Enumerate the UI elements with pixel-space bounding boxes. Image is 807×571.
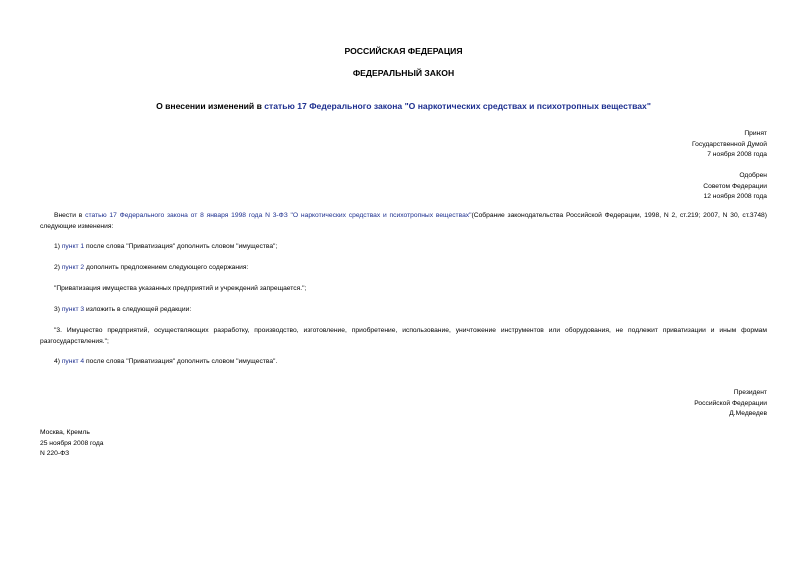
- intro-prefix: Внести в: [54, 212, 86, 219]
- item-number: 4): [54, 358, 62, 365]
- adopted-line: Принят: [744, 130, 767, 137]
- intro-paragraph: [40, 211, 767, 232]
- law-number: N 220-ФЗ: [40, 450, 70, 457]
- signature-title: Российской Федерации: [694, 399, 767, 407]
- law-title-link[interactable]: статью 17 Федерального закона "О наркотических средствах и психотропных веществах": [264, 101, 651, 111]
- approved-line: Советом Федерации: [703, 182, 767, 190]
- item-link[interactable]: пункт 1: [61, 243, 85, 250]
- approved-date: 12 ноября 2008 года: [703, 193, 767, 200]
- intro-link[interactable]: статью 17 Федерального закона от 8 января 1998 года N 3-ФЗ "О наркотических средствах и психотропных веществах": [85, 212, 472, 219]
- signatory-name: Д.Медведев: [729, 410, 767, 417]
- item-text: изложить в следующей редакции:: [84, 306, 192, 313]
- amendment-item-3: [40, 305, 767, 316]
- item-number: 2): [54, 264, 62, 271]
- signing-date: 25 ноября 2008 года: [40, 439, 104, 447]
- item-text: дополнить предложением следующего содержания:: [84, 264, 249, 271]
- amendment-item-1: [40, 242, 767, 253]
- signature-block: [694, 388, 767, 420]
- quoted-text-1: "Приватизация имущества указанных предприятий и учреждений запрещается.";: [54, 285, 307, 292]
- item-text: после слова "Приватизация" дополнить словом "имущества".: [84, 358, 278, 365]
- place: Москва, Кремль: [40, 429, 90, 436]
- item-text: после слова "Приватизация" дополнить словом "имущества";: [84, 243, 278, 250]
- signature-title: Президент: [733, 389, 767, 396]
- approved-line: Одобрен: [739, 172, 767, 179]
- adopted-block: [692, 129, 767, 161]
- country-heading: РОССИЙСКАЯ ФЕДЕРАЦИЯ: [344, 46, 463, 56]
- amendment-item-2: [40, 263, 767, 274]
- adopted-date: 7 ноября 2008 года: [707, 151, 767, 158]
- item-number: 3): [54, 306, 62, 313]
- quoted-text-2: "3. Имущество предприятий, осуществляющих разработку, производство, изготовление, приобретение, использование, уничтожение инструментов или оборудования, не подлежит приватизации и иным формам разгосударствления.";: [40, 327, 767, 345]
- law-title-prefix: О внесении изменений в: [156, 101, 265, 111]
- item-link[interactable]: пункт 2: [61, 264, 85, 271]
- approved-block: [703, 171, 767, 203]
- intro-suffix: (Собрание законодательства Российской Федерации, 1998, N 2, ст.219; 2007, N 30, ст.3748) следующие изменения:: [40, 212, 767, 230]
- adopted-line: Государственной Думой: [692, 140, 767, 148]
- law-title: [0, 101, 807, 111]
- amendment-item-4: [40, 357, 767, 368]
- item-link[interactable]: пункт 3: [61, 306, 85, 313]
- item-link[interactable]: пункт 4: [61, 358, 85, 365]
- place-date-block: [40, 428, 104, 460]
- law-type-heading: ФЕДЕРАЛЬНЫЙ ЗАКОН: [352, 68, 455, 78]
- item-number: 1): [54, 243, 62, 250]
